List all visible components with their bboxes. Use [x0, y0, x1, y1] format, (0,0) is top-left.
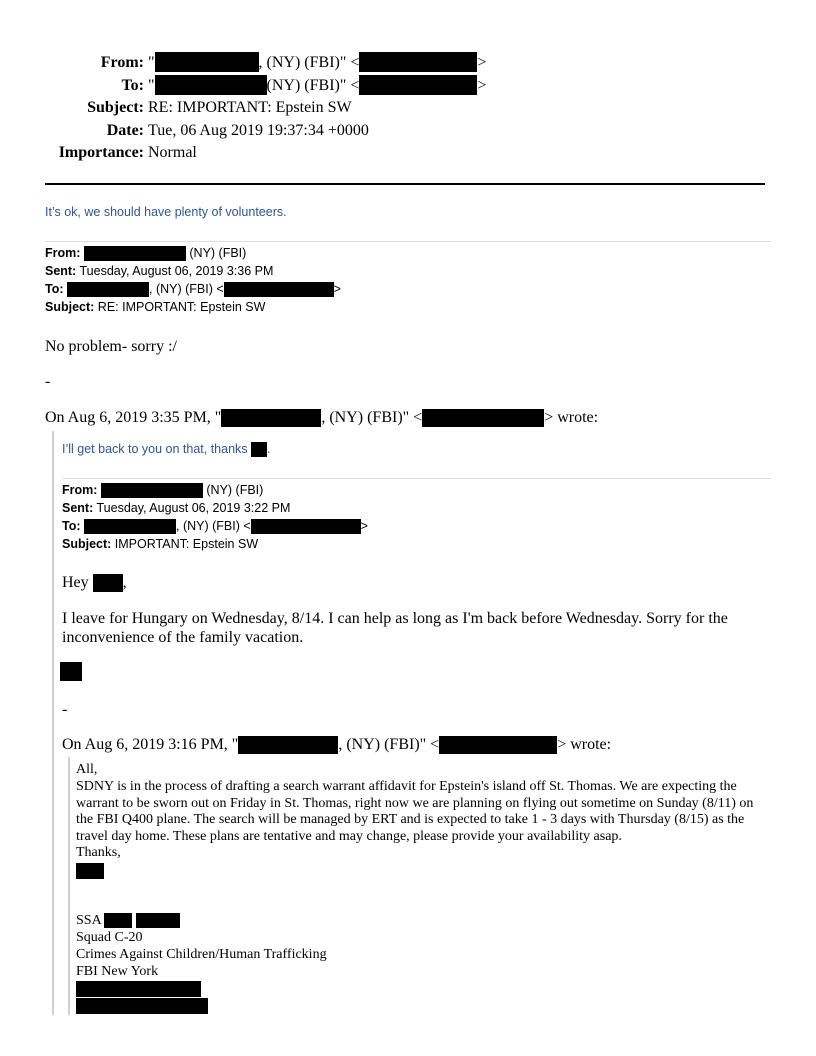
greeting-text: Hey	[62, 574, 89, 591]
msg-to-label: To:	[45, 282, 64, 296]
redaction-box	[238, 736, 338, 754]
msg-subject-value: RE: IMPORTANT: Epstein SW	[97, 300, 266, 314]
header-importance-row	[44, 142, 486, 165]
importance-value: Normal	[148, 144, 197, 161]
msg-from-row	[45, 244, 341, 262]
redaction-box	[84, 519, 176, 534]
signature-squad: Squad C-20	[76, 930, 143, 945]
msg-subject-row	[45, 298, 341, 316]
redaction-box	[76, 981, 201, 997]
msg-subject-value: IMPORTANT: Epstein SW	[114, 537, 259, 551]
quote-reply-line	[62, 442, 271, 457]
redaction-box	[67, 282, 149, 297]
msg-from-label: From:	[45, 246, 81, 260]
quote-greeting: All,	[76, 762, 98, 777]
greeting-line	[62, 573, 127, 592]
quote-bar	[52, 431, 54, 1015]
from-label: From:	[100, 54, 144, 71]
redaction-box	[155, 52, 259, 72]
message-body: I leave for Hungary on Wednesday, 8/14. I can help as long as I'm back before Wednesday. Sorry for the inconvenience of the family vacation.	[62, 610, 728, 646]
redaction-box	[221, 409, 321, 427]
redaction-box	[104, 913, 132, 928]
to-org: (NY) (FBI)" <	[266, 76, 360, 94]
message-divider	[45, 241, 771, 242]
signature-title: SSA	[76, 913, 101, 928]
msg-to-row	[62, 517, 368, 535]
msg-to-org: , (NY) (FBI) <	[176, 519, 251, 533]
msg-sent-row	[62, 499, 368, 517]
importance-label: Importance:	[58, 144, 144, 161]
header-date-row	[44, 120, 486, 143]
redaction-box	[60, 662, 82, 681]
signature-office: FBI New York	[76, 964, 159, 979]
redaction-box	[359, 52, 477, 72]
dash-separator: -	[45, 373, 51, 390]
msg-from-label: From:	[62, 483, 98, 497]
message-header	[45, 244, 341, 316]
from-quote: "	[148, 54, 155, 71]
quote-thanks: Thanks,	[76, 845, 121, 860]
msg-to-end: >	[333, 282, 341, 296]
msg-subject-label: Subject:	[45, 300, 95, 314]
to-quote: "	[148, 76, 155, 94]
header-from-row	[44, 52, 486, 75]
redaction-box	[155, 75, 267, 95]
redaction-box	[422, 409, 544, 427]
to-label: To:	[121, 76, 144, 94]
greeting-end: ,	[122, 574, 127, 591]
redaction-box	[359, 75, 477, 95]
header-subject-row	[44, 97, 486, 120]
date-value: Tue, 06 Aug 2019 19:37:34 +0000	[148, 121, 369, 139]
msg-from-row	[62, 481, 368, 499]
wrote-end: > wrote:	[544, 409, 599, 426]
msg-sent-label: Sent:	[45, 264, 77, 278]
msg-sent-value: Tuesday, August 06, 2019 3:22 PM	[96, 501, 291, 515]
msg-sent-row	[45, 262, 341, 280]
subject-value: RE: IMPORTANT: Epstein SW	[148, 99, 352, 116]
msg-from-org: (NY) (FBI)	[185, 246, 247, 260]
quote-reply-end: .	[267, 442, 271, 456]
message-header	[62, 481, 368, 553]
wrote-org: , (NY) (FBI)" <	[321, 409, 423, 426]
wrote-date: On Aug 6, 2019 3:35 PM, "	[45, 409, 222, 426]
quote-reply-text: I’ll get back to you on that, thanks	[62, 442, 248, 456]
redaction-box	[224, 282, 334, 297]
from-org: , (NY) (FBI)" <	[258, 54, 360, 71]
wrote-line	[62, 735, 611, 754]
redaction-box	[251, 519, 361, 534]
subject-label: Subject:	[87, 99, 144, 116]
email-header	[44, 52, 486, 165]
msg-to-label: To:	[62, 519, 81, 533]
signature-title-line	[76, 913, 180, 930]
msg-sent-label: Sent:	[62, 501, 94, 515]
msg-to-org: , (NY) (FBI) <	[149, 282, 224, 296]
redaction-box	[101, 483, 203, 498]
header-to-row	[44, 75, 486, 98]
redaction-box	[439, 736, 557, 754]
to-end: >	[477, 76, 487, 94]
wrote-org: , (NY) (FBI)" <	[338, 736, 440, 753]
quote-bar	[68, 757, 70, 1015]
message-body: No problem- sorry :/	[45, 338, 177, 355]
redaction-box	[84, 246, 186, 261]
wrote-end: > wrote:	[557, 736, 612, 753]
wrote-date: On Aug 6, 2019 3:16 PM, "	[62, 736, 239, 753]
quote-body: SDNY is in the process of drafting a search warrant affidavit for Epstein's island off St. Thomas. We are expecting the warrant to be sworn out on Friday in St. Thomas, right now we are planning on flying out sometime on Sunday (8/11) on the FBI Q400 plane. The search will be managed by ERT and is expected to take 1 - 3 days with Thursday (8/15) as the travel day home. These plans are tentative and may change, please provide your availability asap.	[76, 779, 754, 844]
redaction-box	[93, 574, 123, 592]
msg-subject-row	[62, 535, 368, 553]
wrote-line	[45, 408, 598, 427]
msg-sent-value: Tuesday, August 06, 2019 3:36 PM	[79, 264, 274, 278]
dash-separator: -	[62, 701, 68, 718]
date-label: Date:	[106, 121, 144, 139]
redaction-box	[136, 913, 180, 928]
msg-to-row	[45, 280, 341, 298]
redaction-box	[76, 998, 208, 1014]
redaction-box	[76, 863, 104, 879]
msg-to-end: >	[360, 519, 368, 533]
reply-text: It’s ok, we should have plenty of volunteers.	[45, 205, 287, 219]
redaction-box	[251, 442, 267, 457]
msg-from-org: (NY) (FBI)	[202, 483, 264, 497]
header-divider	[45, 183, 765, 185]
signature-unit: Crimes Against Children/Human Trafficking	[76, 947, 327, 962]
message-divider	[62, 478, 771, 479]
msg-subject-label: Subject:	[62, 537, 112, 551]
from-end: >	[477, 54, 487, 71]
